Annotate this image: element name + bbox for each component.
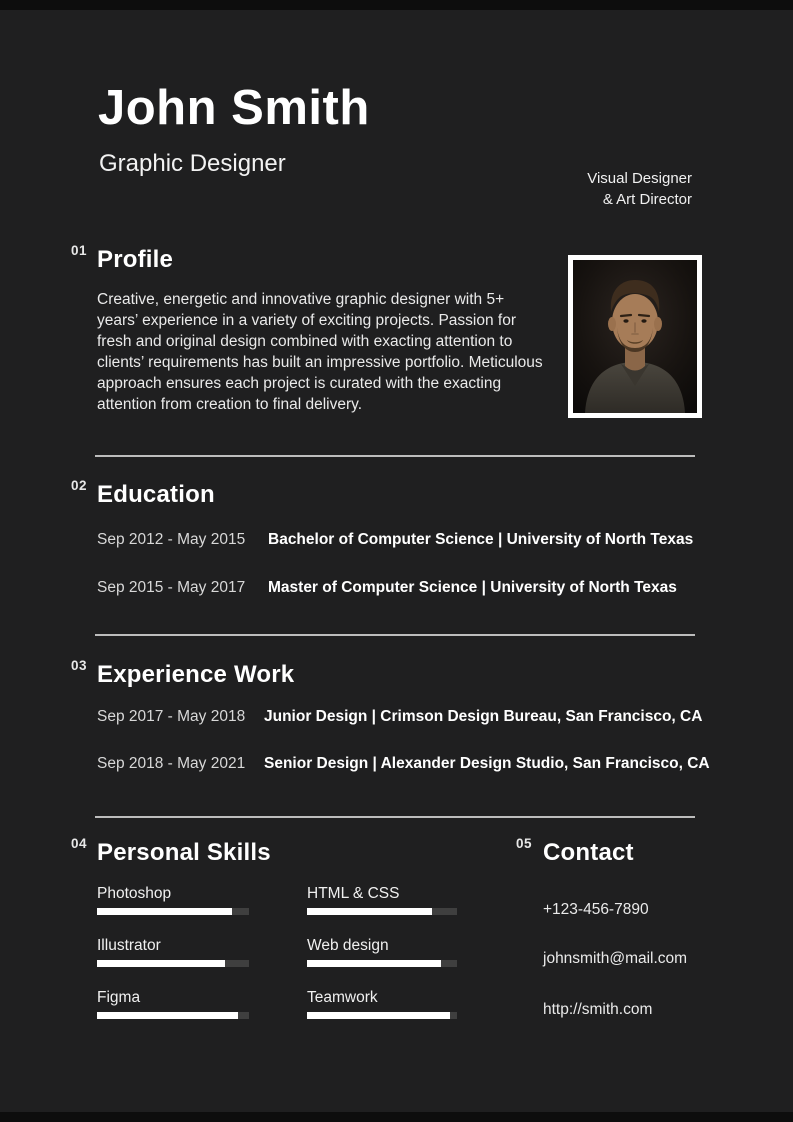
skill-bar-fill (307, 1012, 450, 1019)
contact-phone: +123-456-7890 (543, 901, 649, 918)
skill-label: HTML & CSS (307, 885, 400, 902)
experience-section-number: 03 (71, 658, 88, 673)
top-edge-strip (0, 0, 793, 10)
skill-bar-fill (307, 960, 441, 967)
skill-label: Figma (97, 989, 141, 1006)
skill-bar-track (307, 908, 457, 915)
section-divider (95, 455, 695, 457)
skill-bar-track (97, 908, 249, 915)
education-date: Sep 2012 - May 2015 (97, 531, 246, 548)
profile-section-heading: Profile (97, 246, 174, 273)
experience-date: Sep 2018 - May 2021 (97, 755, 246, 772)
profile-summary-text: Creative, energetic and innovative graphic designer with 5+ years’ experience in a variety of exciting projects. Passion for fresh and original design combined with exacting attention to clients’ requirements has built an impressive portfolio. Meticulous approach ensures each project is curated with the exacting attention from creation to final delivery. (97, 291, 543, 413)
skill-bar-track (307, 1012, 457, 1019)
job-title: Graphic Designer (99, 150, 286, 177)
skill-bar-fill (97, 908, 232, 915)
education-row (97, 531, 693, 549)
education-date: Sep 2015 - May 2017 (97, 579, 246, 596)
skill-bar-fill (97, 960, 225, 967)
education-detail: Master of Computer Science | University of North Texas (268, 579, 677, 596)
experience-detail: Senior Design | Alexander Design Studio, San Francisco, CA (264, 755, 710, 772)
contact-section-number: 05 (516, 836, 533, 851)
skill-item (97, 988, 249, 1019)
skill-label: Teamwork (307, 989, 378, 1006)
contact-email: johnsmith@mail.com (543, 950, 688, 967)
skill-bar-track (307, 960, 457, 967)
profile-section-number: 01 (71, 243, 88, 258)
contact-website: http://smith.com (543, 1001, 653, 1018)
experience-row (97, 755, 710, 773)
skill-label: Photoshop (97, 885, 172, 902)
skill-label: Illustrator (97, 937, 161, 954)
skills-column-right (307, 884, 457, 1040)
tagline-line-2: & Art Director (602, 191, 692, 208)
education-section-number: 02 (71, 478, 88, 493)
tagline-line-1: Visual Designer (587, 170, 692, 187)
skill-bar-track (97, 960, 249, 967)
portrait-photo-illustration (573, 260, 697, 413)
section-divider (95, 816, 695, 818)
skill-bar-fill (307, 908, 432, 915)
bottom-edge-strip (0, 1112, 793, 1122)
skill-item (307, 936, 457, 967)
tagline (587, 168, 692, 210)
portrait-photo (568, 255, 702, 418)
experience-detail: Junior Design | Crimson Design Bureau, San Francisco, CA (264, 708, 703, 725)
education-section-heading: Education (97, 481, 215, 508)
experience-date: Sep 2017 - May 2018 (97, 708, 246, 725)
skills-section-number: 04 (71, 836, 88, 851)
skill-item (97, 936, 249, 967)
skill-item (307, 988, 457, 1019)
experience-row (97, 708, 702, 726)
experience-section-heading: Experience Work (97, 661, 295, 688)
education-row (97, 579, 677, 597)
skill-item (97, 884, 249, 915)
skills-column-left (97, 884, 249, 1040)
skill-bar-track (97, 1012, 249, 1019)
contact-section-heading: Contact (543, 839, 634, 866)
section-divider (95, 634, 695, 636)
education-detail: Bachelor of Computer Science | University of North Texas (268, 531, 694, 548)
skills-section-heading: Personal Skills (97, 839, 271, 866)
person-name: John Smith (98, 81, 370, 135)
skill-bar-fill (97, 1012, 238, 1019)
skill-item (307, 884, 457, 915)
skill-label: Web design (307, 937, 389, 954)
